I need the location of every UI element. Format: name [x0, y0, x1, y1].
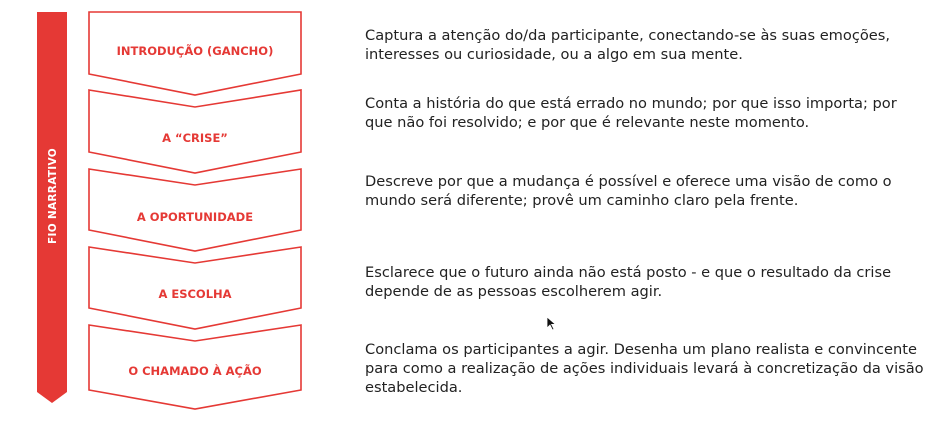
step-description-4: Esclarece que o futuro ainda não está posto - e que o resultado da crise depende de as pessoas escolherem agir.: [365, 264, 892, 300]
step-label-2: A “CRISE”: [162, 131, 228, 145]
step-label-5: O CHAMADO À AÇÃO: [128, 364, 262, 378]
chevron-step-3: [89, 169, 301, 251]
narrative-thread-label: FIO NARRATIVO: [47, 148, 59, 244]
chevron-step-5: [89, 325, 301, 409]
step-description-2: Conta a história do que está errado no mundo; por que isso importa; por que não foi resolvido; e por que é relevante neste momento.: [365, 95, 897, 131]
step-description-3: Descreve por que a mudança é possível e oferece uma visão de como o mundo será diferente; provê um caminho claro pela frente.: [365, 173, 892, 209]
step-label-3: A OPORTUNIDADE: [136, 210, 254, 224]
step-label-1: INTRODUÇÃO (GANCHO): [116, 44, 274, 58]
chevron-step-4: [89, 247, 301, 329]
chevron-step-2: [89, 90, 301, 173]
step-description-5: Conclama os participantes a agir. Desenha um plano realista e convincente para como a realização de ações individuais levará à concretização da visão estabelecida.: [365, 341, 924, 396]
mouse-cursor-icon: [546, 316, 558, 332]
step-description-1: Captura a atenção do/da participante, conectando-se às suas emoções, interesses ou curiosidade, ou a algo em sua mente.: [365, 27, 890, 63]
step-label-4: A ESCOLHA: [158, 287, 232, 301]
chevron-step-1: [89, 12, 301, 95]
